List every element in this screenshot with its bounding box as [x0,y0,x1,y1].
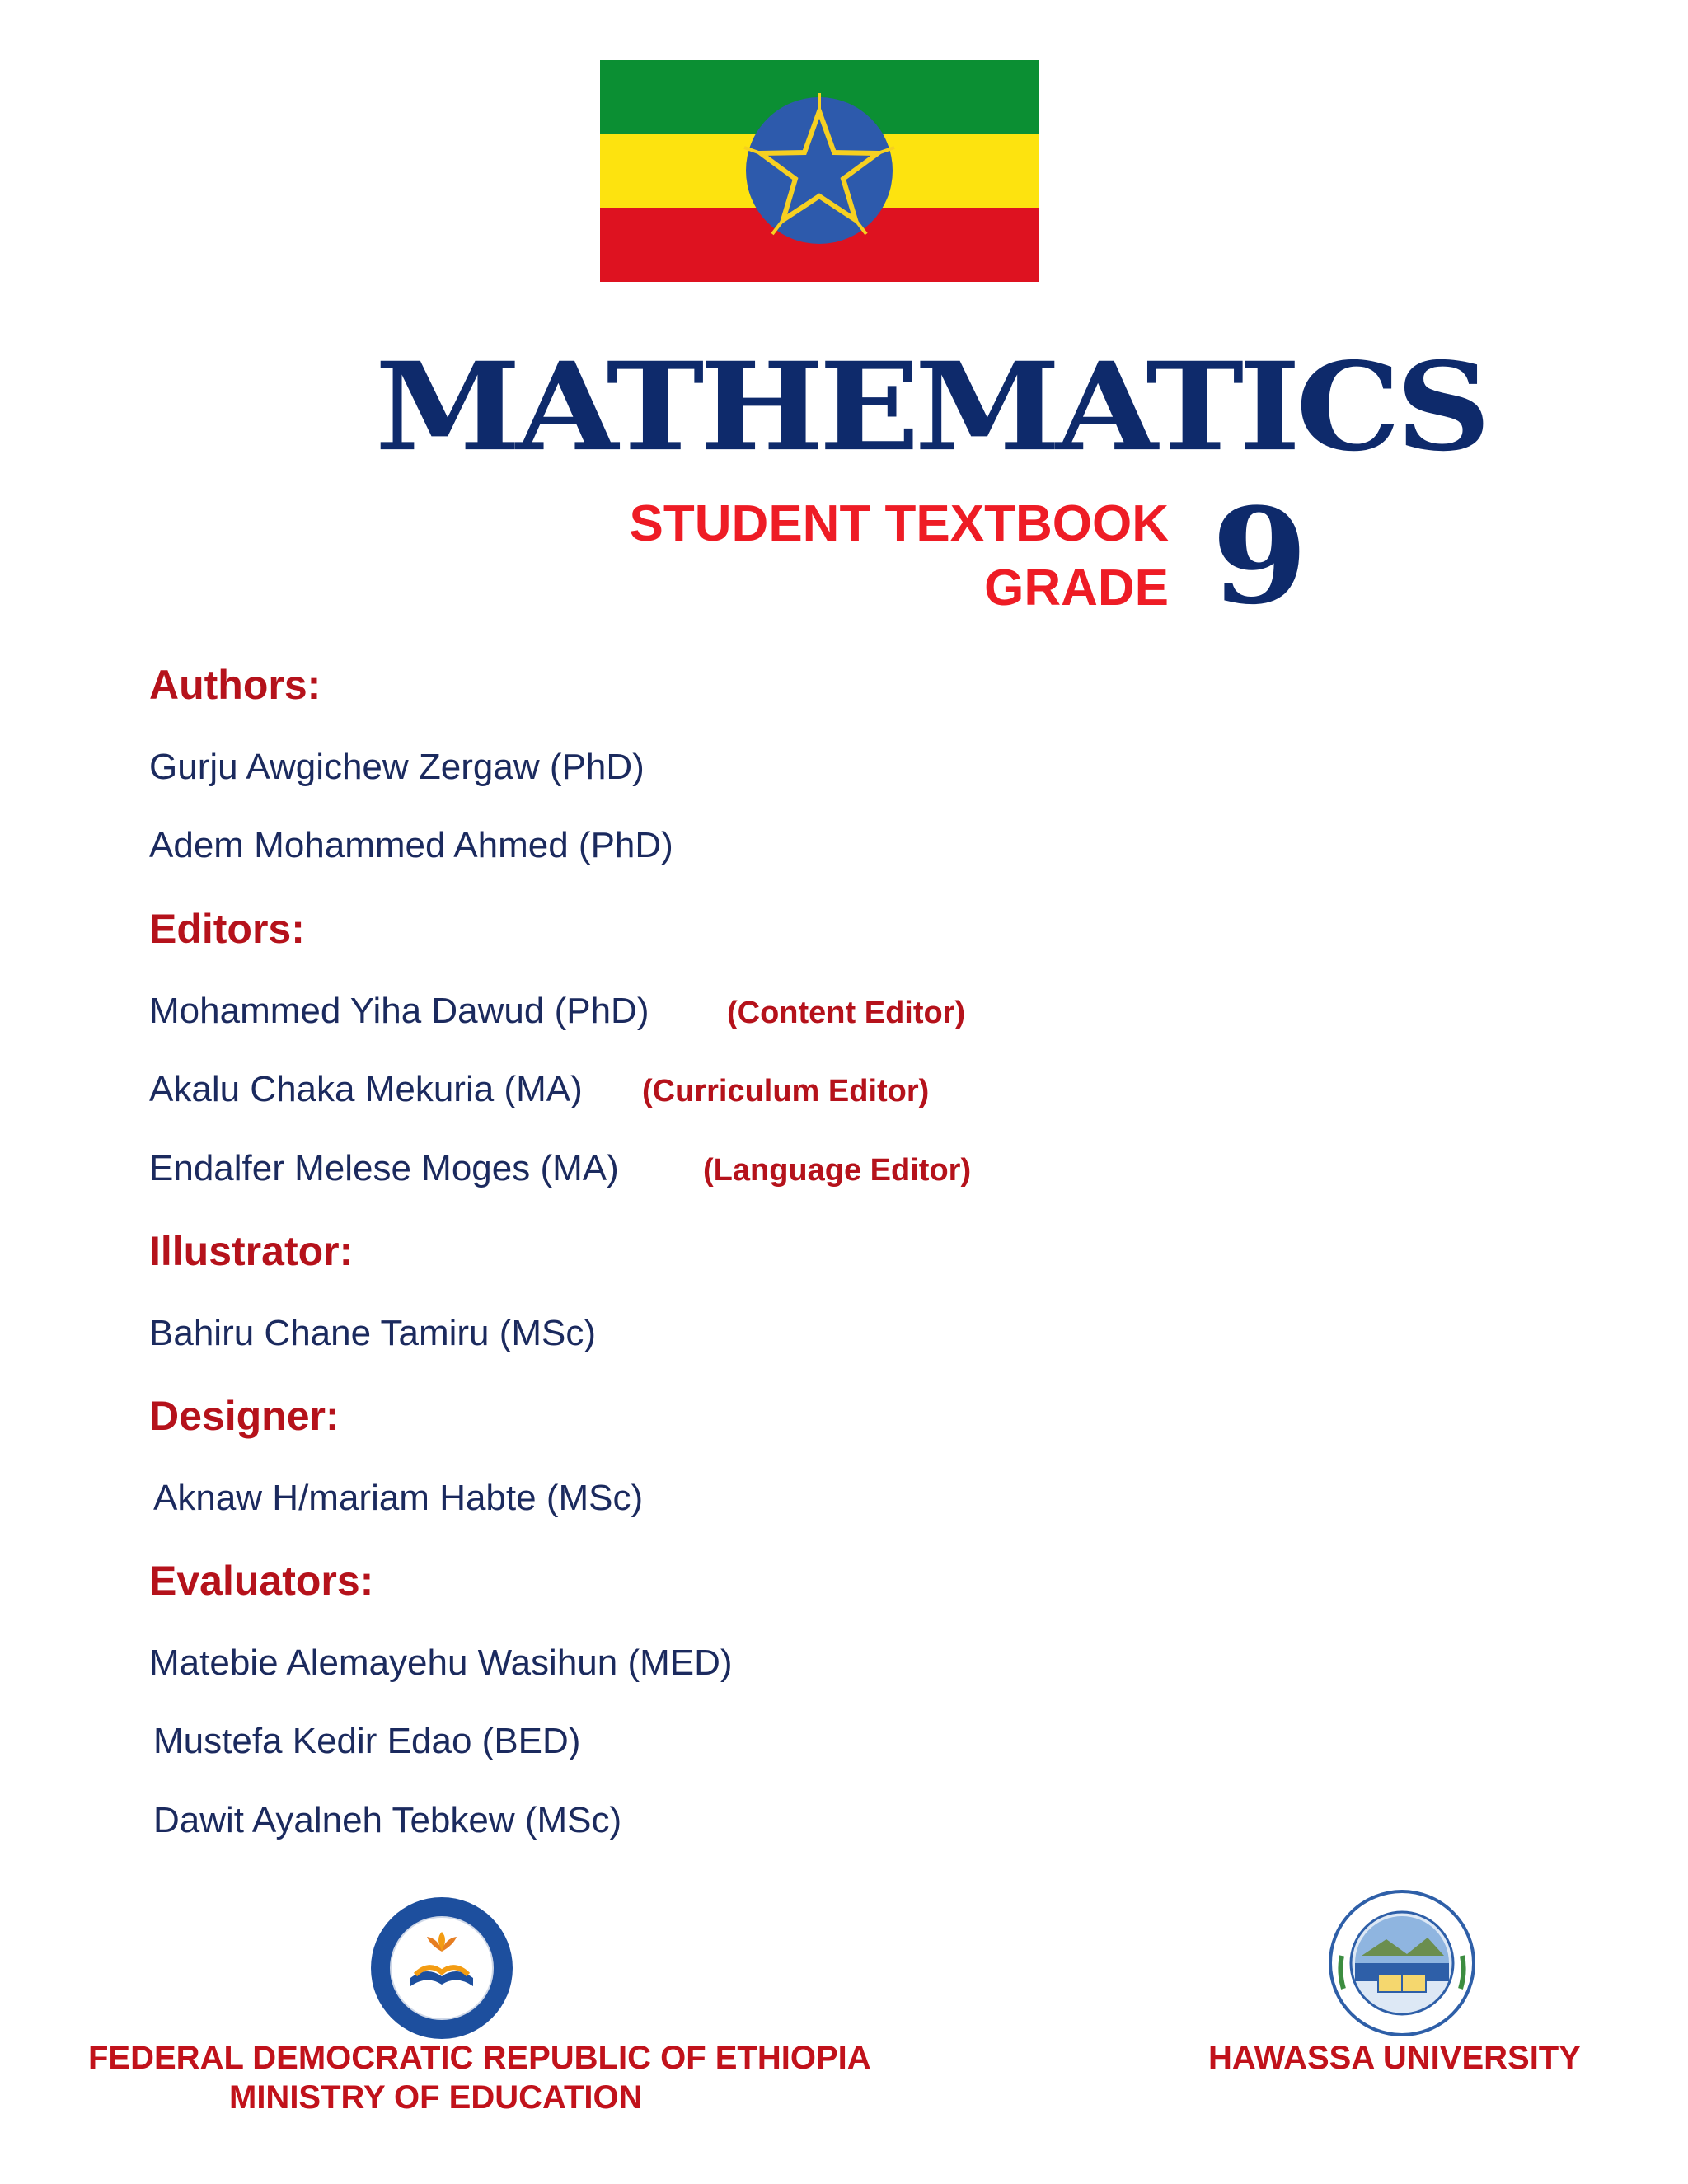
hawassa-university-logo-icon [1329,1890,1475,2036]
editor-name: Endalfer Melese Moges (MA) [149,1148,619,1188]
editor-role: (Curriculum Editor) [642,1074,930,1108]
evaluator-name: Matebie Alemayehu Wasihun (MED) [149,1643,733,1683]
editors-heading: Editors: [149,906,305,952]
authors-heading: Authors: [149,662,321,708]
grade-number: 9 [1212,478,1308,634]
author-name: Gurju Awgichew Zergaw (PhD) [149,747,645,787]
ethiopia-flag-icon [600,60,1039,282]
evaluator-name: Mustefa Kedir Edao (BED) [153,1721,581,1761]
designer-heading: Designer: [149,1393,340,1439]
evaluator-name: Dawit Ayalneh Tebkew (MSc) [153,1800,622,1840]
author-name: Adem Mohammed Ahmed (PhD) [149,825,673,865]
subtitle-student-textbook: STUDENT TEXTBOOK [629,495,1169,552]
ministry-of-education-logo-icon [369,1896,514,2041]
subtitle-grade: GRADE [984,560,1169,616]
editor-role: (Content Editor) [727,996,966,1030]
footer-ministry-name: MINISTRY OF EDUCATION [229,2079,643,2116]
editor-role: (Language Editor) [703,1153,972,1188]
editor-name: Mohammed Yiha Dawud (PhD) [149,991,649,1031]
editor-name: Akalu Chaka Mekuria (MA) [149,1069,583,1109]
footer-country-name: FEDERAL DEMOCRATIC REPUBLIC OF ETHIOPIA [88,2040,871,2076]
footer-university-name: HAWASSA UNIVERSITY [1208,2040,1581,2076]
illustrator-heading: Illustrator: [149,1228,354,1274]
evaluators-heading: Evaluators: [149,1558,374,1604]
designer-name: Aknaw H/mariam Habte (MSc) [153,1478,644,1518]
book-title: MATHEMATICS [375,335,1486,479]
illustrator-name: Bahiru Chane Tamiru (MSc) [149,1313,597,1353]
